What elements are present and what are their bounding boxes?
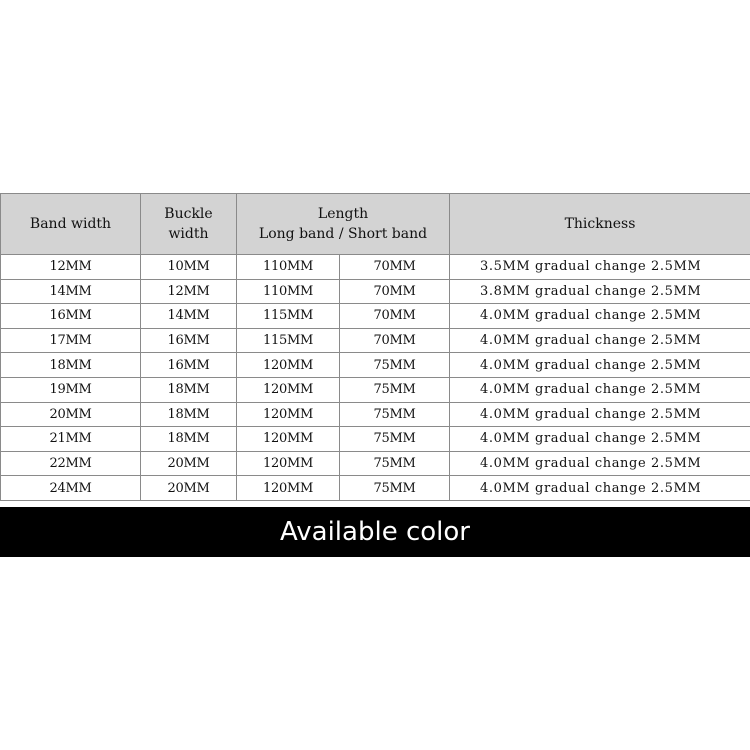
cell-short-band: 75MM xyxy=(340,353,450,378)
cell-band-width: 24MM xyxy=(1,476,141,501)
cell-long-band: 110MM xyxy=(237,255,340,280)
header-buckle-width-line2: width xyxy=(168,226,209,242)
cell-thickness: 4.0MM gradual change 2.5MM xyxy=(450,353,750,378)
cell-thickness: 4.0MM gradual change 2.5MM xyxy=(450,304,750,329)
header-length-line1: Length xyxy=(317,206,369,222)
cell-band-width: 22MM xyxy=(1,451,141,476)
cell-thickness: 4.0MM gradual change 2.5MM xyxy=(450,377,750,402)
cell-thickness: 4.0MM gradual change 2.5MM xyxy=(450,328,750,353)
cell-long-band: 115MM xyxy=(237,328,340,353)
cell-short-band: 75MM xyxy=(340,476,450,501)
cell-long-band: 120MM xyxy=(237,476,340,501)
cell-thickness: 4.0MM gradual change 2.5MM xyxy=(450,427,750,452)
available-color-banner xyxy=(0,507,750,557)
table-row xyxy=(1,427,750,452)
header-buckle-width xyxy=(141,194,237,255)
cell-buckle-width: 14MM xyxy=(141,304,237,329)
table-row xyxy=(1,451,750,476)
cell-short-band: 70MM xyxy=(340,279,450,304)
cell-band-width: 18MM xyxy=(1,353,141,378)
cell-long-band: 110MM xyxy=(237,279,340,304)
table-row xyxy=(1,304,750,329)
cell-long-band: 120MM xyxy=(237,427,340,452)
cell-short-band: 70MM xyxy=(340,304,450,329)
table-row xyxy=(1,402,750,427)
cell-short-band: 75MM xyxy=(340,402,450,427)
cell-buckle-width: 18MM xyxy=(141,427,237,452)
cell-thickness: 4.0MM gradual change 2.5MM xyxy=(450,476,750,501)
table-row xyxy=(1,377,750,402)
cell-thickness: 4.0MM gradual change 2.5MM xyxy=(450,451,750,476)
cell-thickness: 3.5MM gradual change 2.5MM xyxy=(450,255,750,280)
cell-short-band: 75MM xyxy=(340,377,450,402)
cell-buckle-width: 18MM xyxy=(141,377,237,402)
table-row xyxy=(1,353,750,378)
cell-band-width: 19MM xyxy=(1,377,141,402)
header-length-line2: Long band / Short band xyxy=(258,226,428,242)
header-band-width: Band width xyxy=(1,194,141,255)
cell-buckle-width: 20MM xyxy=(141,451,237,476)
cell-long-band: 115MM xyxy=(237,304,340,329)
header-buckle-width-line1: Buckle xyxy=(164,206,213,222)
header-row xyxy=(1,194,750,255)
cell-buckle-width: 18MM xyxy=(141,402,237,427)
cell-long-band: 120MM xyxy=(237,353,340,378)
cell-long-band: 120MM xyxy=(237,377,340,402)
cell-short-band: 75MM xyxy=(340,451,450,476)
table-row xyxy=(1,476,750,501)
cell-band-width: 16MM xyxy=(1,304,141,329)
cell-band-width: 14MM xyxy=(1,279,141,304)
cell-short-band: 70MM xyxy=(340,255,450,280)
cell-thickness: 3.8MM gradual change 2.5MM xyxy=(450,279,750,304)
cell-thickness: 4.0MM gradual change 2.5MM xyxy=(450,402,750,427)
header-length xyxy=(237,194,450,255)
cell-short-band: 75MM xyxy=(340,427,450,452)
cell-buckle-width: 16MM xyxy=(141,353,237,378)
table-header xyxy=(1,194,750,255)
table-row xyxy=(1,279,750,304)
banner-text: Available color xyxy=(280,517,470,547)
cell-band-width: 17MM xyxy=(1,328,141,353)
cell-band-width: 21MM xyxy=(1,427,141,452)
cell-long-band: 120MM xyxy=(237,451,340,476)
cell-band-width: 20MM xyxy=(1,402,141,427)
table-body xyxy=(1,255,750,501)
table-row xyxy=(1,328,750,353)
cell-buckle-width: 16MM xyxy=(141,328,237,353)
header-thickness: Thickness xyxy=(450,194,750,255)
cell-long-band: 120MM xyxy=(237,402,340,427)
size-chart-table xyxy=(0,193,750,501)
cell-short-band: 70MM xyxy=(340,328,450,353)
cell-band-width: 12MM xyxy=(1,255,141,280)
cell-buckle-width: 20MM xyxy=(141,476,237,501)
cell-buckle-width: 10MM xyxy=(141,255,237,280)
table-row xyxy=(1,255,750,280)
cell-buckle-width: 12MM xyxy=(141,279,237,304)
